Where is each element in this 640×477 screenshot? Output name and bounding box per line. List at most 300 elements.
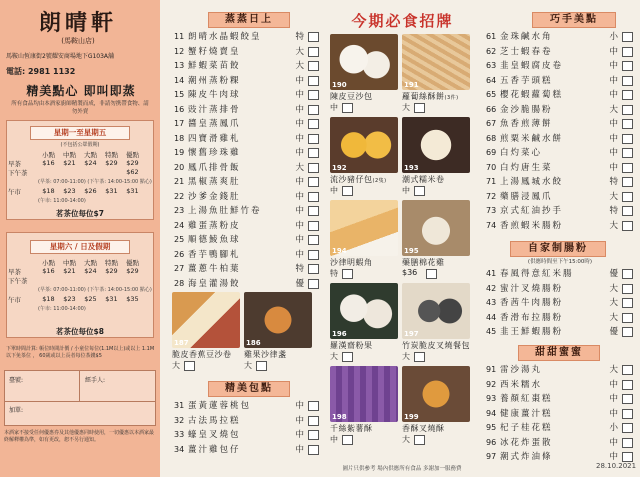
- item-size: 中: [295, 401, 304, 411]
- menu-item: [174, 175, 320, 190]
- item-number: 19: [174, 148, 185, 157]
- menu-item: [174, 103, 320, 118]
- price-cell: [122, 276, 143, 285]
- item-name: 上湯魚肚鮮竹卷: [188, 206, 262, 216]
- order-checkbox[interactable]: [622, 105, 633, 115]
- order-checkbox[interactable]: [308, 148, 319, 158]
- dish-card: [330, 283, 398, 363]
- order-checkbox[interactable]: [622, 163, 633, 173]
- item-number: 28: [174, 278, 185, 288]
- order-checkbox[interactable]: [308, 119, 319, 129]
- item-number: 31: [174, 401, 185, 410]
- price-header-row: [8, 150, 152, 159]
- dish-card: [402, 34, 470, 114]
- order-checkbox[interactable]: [622, 380, 633, 390]
- item-size: 中: [295, 75, 304, 86]
- price-cell: $29: [105, 267, 118, 275]
- price-row-label: 早茶: [8, 268, 21, 276]
- item-number: 15: [174, 90, 185, 99]
- price-cell: $21: [63, 267, 76, 275]
- item-name: 豉汁蒸排骨: [188, 104, 241, 115]
- dessert-header: 甜甜蜜蜜: [518, 345, 600, 361]
- dish-name: 沙律明蝦角: [330, 258, 373, 267]
- item-size: 中: [295, 430, 304, 440]
- item-number: 27: [174, 264, 185, 273]
- order-checkbox[interactable]: [414, 186, 425, 196]
- item-name: 西米糯水: [500, 379, 543, 390]
- price-cell: $18: [42, 295, 55, 303]
- menu-item: [174, 117, 320, 132]
- price-cell: [59, 168, 80, 177]
- price-row-label: 下午茶: [8, 169, 28, 177]
- menu-item: [174, 161, 320, 176]
- item-number: 45: [486, 327, 497, 336]
- item-name: 香芋鴨腳札: [188, 249, 241, 260]
- item-size: 大: [295, 46, 304, 57]
- dish-order-row: [172, 360, 240, 372]
- dish-name: 陳皮豆沙包: [330, 92, 373, 101]
- order-checkbox[interactable]: [622, 452, 633, 462]
- order-checkbox[interactable]: [622, 284, 633, 294]
- order-checkbox[interactable]: [308, 47, 319, 57]
- dish-photo: [244, 292, 312, 348]
- address: 馬鞍山恆康街2號耀安商場地下G103A舖: [6, 53, 115, 60]
- item-name: 煎粟米鹹水餅: [500, 133, 564, 144]
- price-cell: $25: [84, 295, 97, 303]
- price-cell: $31: [105, 295, 118, 303]
- item-name: 蜜汁叉燒腸粉: [500, 283, 564, 294]
- order-checkbox[interactable]: [622, 90, 633, 100]
- price-row: [8, 187, 152, 196]
- item-name: 醬皇蒸鳳爪: [188, 119, 241, 129]
- item-size: 中: [295, 249, 304, 260]
- item-name: 陳皮牛肉球: [188, 90, 241, 100]
- order-checkbox[interactable]: [342, 186, 353, 196]
- price-row: [8, 276, 152, 285]
- item-number: 11: [174, 32, 185, 41]
- dish-number: 193: [404, 164, 419, 172]
- dish-size: 大: [402, 352, 410, 361]
- menu-item: [174, 277, 320, 292]
- price-row: [8, 168, 152, 177]
- order-checkbox[interactable]: [308, 192, 319, 202]
- order-checkbox[interactable]: [256, 361, 267, 371]
- item-number: 97: [486, 452, 497, 461]
- item-name: 京式紅油抄手: [500, 206, 564, 216]
- item-size: 中: [295, 206, 304, 216]
- item-size: 特: [295, 32, 304, 42]
- price-cell: $18: [42, 187, 55, 195]
- item-number: 94: [486, 408, 497, 418]
- order-checkbox[interactable]: [308, 279, 319, 289]
- weekend-price-table: [8, 258, 152, 314]
- item-name: 懷舊珍珠雞: [188, 148, 241, 158]
- dish-size: 中: [330, 186, 338, 195]
- steamed-list: [174, 30, 320, 291]
- menu-item: [486, 219, 634, 234]
- dish-photo: [402, 200, 470, 256]
- price-header-row: [8, 258, 152, 267]
- item-name: 雷沙湯丸: [500, 365, 543, 375]
- item-number: 32: [174, 415, 185, 425]
- slogan: 精美點心 即叫即蒸: [26, 84, 136, 98]
- order-checkbox[interactable]: [622, 327, 633, 337]
- menu-item: [486, 190, 634, 205]
- price-cell: [38, 276, 59, 285]
- order-checkbox[interactable]: [184, 361, 195, 371]
- price-cell: $21: [63, 159, 76, 167]
- dish-name: 千絲紫薯酥: [330, 424, 373, 433]
- price-cell: [101, 276, 122, 285]
- order-checkbox[interactable]: [622, 61, 633, 71]
- dish-order-row: [402, 434, 470, 446]
- order-checkbox[interactable]: [622, 47, 633, 57]
- item-name: 鳳爪排骨飯: [188, 162, 241, 173]
- dish-size: 大: [402, 435, 410, 444]
- item-size: 中: [609, 75, 618, 86]
- menu-item: [174, 219, 320, 234]
- dish-photo: [402, 117, 470, 173]
- dish-photo: [330, 117, 398, 173]
- order-checkbox[interactable]: [622, 221, 633, 231]
- price-header-cell: 特點: [105, 151, 118, 159]
- price-cell: $24: [84, 267, 97, 275]
- item-number: 20: [174, 162, 185, 172]
- price-time-note: (午市: 11:00-14:00): [38, 198, 86, 204]
- item-name: 香煎蝦米腸粉: [500, 220, 564, 231]
- order-checkbox[interactable]: [414, 103, 425, 113]
- item-number: 95: [486, 423, 497, 432]
- item-size: 中: [295, 119, 304, 129]
- item-name: 魚香煎薄餅: [500, 119, 553, 129]
- dish-price: $36: [402, 268, 418, 277]
- item-name: 鮮蝦菜苗餃: [188, 61, 241, 71]
- price-cell: [59, 276, 80, 285]
- steamed-header: 蒸蒸日上: [208, 12, 290, 28]
- order-checkbox[interactable]: [622, 148, 633, 158]
- menu-item: [486, 378, 634, 393]
- order-checkbox[interactable]: [308, 90, 319, 100]
- order-checkbox[interactable]: [308, 134, 319, 144]
- item-name: 白灼唐生菜: [500, 162, 553, 173]
- menu-item: [174, 146, 320, 161]
- dish-order-row: [402, 102, 470, 114]
- item-size: 優: [609, 269, 618, 279]
- dish-card: [330, 34, 398, 114]
- dish-card: [330, 117, 398, 197]
- menu-item: [486, 146, 634, 161]
- order-checkbox[interactable]: [342, 103, 353, 113]
- item-number: 70: [486, 162, 497, 172]
- dish-card: [244, 292, 312, 372]
- order-checkbox[interactable]: [622, 409, 633, 419]
- price-header-cell: 小點: [42, 259, 55, 267]
- price-cell: $29: [126, 159, 139, 167]
- item-name: 春風得意紅米腸: [500, 269, 574, 279]
- menu-item: [486, 392, 634, 407]
- order-checkbox[interactable]: [622, 423, 633, 433]
- price-row: [8, 267, 152, 276]
- item-name: 蠔皇叉燒包: [188, 430, 241, 440]
- waiter-label: 經手人:: [85, 377, 106, 384]
- order-checkbox[interactable]: [308, 61, 319, 71]
- order-checkbox[interactable]: [622, 134, 633, 144]
- price-time-note: (午市: 11:00-14:00): [38, 306, 86, 312]
- item-size: 中: [295, 148, 304, 158]
- weekday-price-table: [8, 150, 152, 206]
- recommend-footer: 圖片只供參考 場內供應所有食品 多謝加一服務費: [342, 466, 462, 472]
- order-checkbox[interactable]: [426, 269, 437, 279]
- order-checkbox[interactable]: [308, 177, 319, 187]
- item-number: 96: [486, 437, 497, 447]
- print-date: 28.10.2021: [596, 462, 637, 470]
- menu-item: [174, 190, 320, 205]
- item-number: 68: [486, 133, 497, 143]
- order-checkbox[interactable]: [622, 269, 633, 279]
- dish-name: 脆皮香蕉豆沙卷: [172, 350, 232, 359]
- dish-number: 196: [332, 330, 347, 338]
- item-number: 34: [174, 444, 185, 454]
- order-checkbox[interactable]: [622, 313, 633, 323]
- item-size: 中: [609, 133, 618, 144]
- menu-item: [486, 30, 634, 45]
- order-checkbox[interactable]: [308, 206, 319, 216]
- item-name: 朗晴水晶蝦餃皇: [188, 32, 262, 42]
- order-checkbox[interactable]: [308, 264, 319, 274]
- price-row-label: 下午茶: [8, 277, 28, 285]
- price-cell: [80, 168, 101, 177]
- item-number: 14: [174, 75, 185, 85]
- dish-photo: [330, 366, 398, 422]
- item-size: 特: [295, 264, 304, 274]
- order-checkbox[interactable]: [308, 250, 319, 260]
- menu-item: [486, 436, 634, 451]
- price-header-cell: 大點: [84, 151, 97, 159]
- order-checkbox[interactable]: [622, 298, 633, 308]
- item-number: 41: [486, 269, 497, 278]
- footnote: 本酒家不接受任何優惠券及其他優惠同時使用，一切優惠以本酒家最終解釋權為準，如有更改，恕不另行通知。: [4, 430, 155, 443]
- item-number: 66: [486, 104, 497, 114]
- item-number: 64: [486, 75, 497, 85]
- order-checkbox[interactable]: [622, 32, 633, 42]
- dish-order-row: [330, 434, 398, 446]
- item-name: 潮州蒸粉粿: [188, 75, 241, 86]
- item-number: 24: [174, 220, 185, 230]
- baked-header: 精美包點: [208, 381, 290, 397]
- menu-item: [174, 45, 320, 60]
- dish-name: 藥膳棉花雞: [402, 258, 445, 267]
- item-name: 金沙脆腸粉: [500, 104, 553, 115]
- dish-name: 羅漢齋粉果: [330, 341, 373, 350]
- item-number: 71: [486, 177, 497, 186]
- item-number: 61: [486, 32, 497, 41]
- menu-item: [486, 363, 634, 378]
- item-size: 中: [609, 379, 618, 390]
- dish-card: [402, 200, 470, 280]
- dish-number: 190: [332, 81, 347, 89]
- item-size: 中: [295, 191, 304, 202]
- order-checkbox[interactable]: [622, 206, 633, 216]
- order-checkbox[interactable]: [622, 119, 633, 129]
- item-name: 黑椒蒸爽肚: [188, 177, 241, 187]
- recommend-header: 今期必食招牌: [351, 12, 454, 30]
- dish-number: 194: [332, 247, 347, 255]
- item-name: 蛋黃蓮蓉桃包: [188, 401, 252, 411]
- menu-item: [174, 88, 320, 103]
- item-size: 中: [609, 61, 618, 71]
- item-size: 中: [609, 119, 618, 129]
- item-name: 古法馬拉糕: [188, 415, 241, 426]
- phone: 電話: 2981 1132: [6, 67, 76, 76]
- menu-item: [174, 204, 320, 219]
- item-name: 上湯鳳城水餃: [500, 177, 564, 187]
- dish-number: 187: [174, 339, 189, 347]
- form-divider: [5, 401, 155, 402]
- item-name: 蟹籽燒賣皇: [188, 46, 241, 57]
- item-number: 69: [486, 148, 497, 157]
- dish-number: 195: [404, 247, 419, 255]
- order-checkbox[interactable]: [622, 177, 633, 187]
- item-name: 養顏紅棗糕: [500, 394, 553, 404]
- dish-photo: [330, 200, 398, 256]
- item-size: 大: [609, 104, 618, 115]
- price-cell: $23: [63, 187, 76, 195]
- skill-header: 巧手美點: [532, 12, 616, 28]
- item-number: 67: [486, 119, 497, 128]
- dish-name: 潮式糯米卷: [402, 175, 445, 184]
- menu-item: [174, 414, 320, 429]
- dish-order-row: [330, 185, 398, 197]
- dish-card: [330, 200, 398, 280]
- item-number: 93: [486, 394, 497, 403]
- dish-order-row: [402, 185, 470, 197]
- order-checkbox[interactable]: [308, 105, 319, 115]
- item-size: 中: [295, 177, 304, 187]
- item-name: 芝士蝦春卷: [500, 46, 553, 57]
- order-checkbox[interactable]: [308, 76, 319, 86]
- menu-item: [486, 421, 634, 436]
- item-size: 優: [295, 278, 304, 289]
- order-checkbox[interactable]: [622, 394, 633, 404]
- price-cell: $23: [63, 295, 76, 303]
- price-header-cell: 大點: [84, 259, 97, 267]
- menu-item: [174, 443, 320, 458]
- price-row: [8, 295, 152, 304]
- item-number: 16: [174, 104, 185, 114]
- dish-order-row: [330, 268, 398, 280]
- dish-card: [330, 366, 398, 446]
- dish-name: 香酥叉燒酥: [402, 424, 445, 433]
- menu-item: [486, 296, 634, 311]
- item-size: 大: [609, 283, 618, 294]
- price-header-cell: [8, 258, 38, 267]
- order-checkbox[interactable]: [342, 269, 353, 279]
- item-name: 四寶滑雞札: [188, 133, 241, 144]
- item-size: 中: [609, 148, 618, 158]
- price-cell: $16: [42, 159, 55, 167]
- price-header-cell: 特點: [105, 259, 118, 267]
- item-number: 13: [174, 61, 185, 70]
- order-checkbox[interactable]: [308, 401, 319, 411]
- menu-item: [486, 117, 634, 132]
- dish-order-row: [402, 268, 470, 280]
- dish-number: 197: [404, 330, 419, 338]
- order-checkbox[interactable]: [308, 32, 319, 42]
- dish-size: 大: [172, 361, 180, 370]
- menu-item: [174, 74, 320, 89]
- item-number: 26: [174, 249, 185, 259]
- weekday-subtitle: (不包括公眾假期): [60, 142, 100, 148]
- order-checkbox[interactable]: [308, 416, 319, 426]
- order-checkbox[interactable]: [308, 221, 319, 231]
- order-checkbox[interactable]: [308, 163, 319, 173]
- price-header-cell: 小點: [42, 151, 55, 159]
- item-number: 21: [174, 177, 185, 186]
- dish-number: 186: [246, 339, 261, 347]
- dish-name: 蘿蔔絲酥餅(3件): [402, 92, 459, 101]
- item-number: 33: [174, 430, 185, 439]
- item-size: 中: [295, 104, 304, 115]
- item-name: 白灼菜心: [500, 148, 543, 158]
- order-checkbox[interactable]: [342, 435, 353, 445]
- order-checkbox[interactable]: [622, 438, 633, 448]
- price-cell: [38, 168, 59, 177]
- order-checkbox[interactable]: [342, 352, 353, 362]
- item-size: 大: [609, 365, 618, 375]
- item-size: 中: [609, 46, 618, 57]
- item-size: 中: [609, 408, 618, 419]
- order-checkbox[interactable]: [308, 430, 319, 440]
- item-name: 金珠鹹水角: [500, 32, 553, 42]
- weekday-tea-fee: 茗茶位每位$7: [56, 209, 104, 218]
- item-size: 大: [295, 162, 304, 173]
- dish-size: 中: [330, 435, 338, 444]
- menu-item: [486, 103, 634, 118]
- order-checkbox[interactable]: [622, 365, 633, 375]
- order-checkbox[interactable]: [622, 76, 633, 86]
- order-checkbox[interactable]: [622, 192, 633, 202]
- order-checkbox[interactable]: [308, 445, 319, 455]
- dish-card: [402, 283, 470, 363]
- baked-list: [174, 399, 320, 457]
- item-size: 中: [609, 162, 618, 173]
- order-checkbox[interactable]: [414, 435, 425, 445]
- dish-card: [172, 292, 240, 372]
- dish-number: 191: [404, 81, 419, 89]
- ricenoodle-time-note: (供應時間至下午15:00時): [527, 259, 593, 265]
- item-number: 62: [486, 46, 497, 56]
- item-size: 大: [609, 298, 618, 308]
- order-checkbox[interactable]: [414, 352, 425, 362]
- dish-number: 198: [332, 413, 347, 421]
- item-name: 冰花炸蛋散: [500, 437, 553, 448]
- menu-item: [486, 325, 634, 340]
- item-size: 特: [609, 206, 618, 216]
- order-checkbox[interactable]: [308, 235, 319, 245]
- item-name: 潮式炸油條: [500, 452, 553, 462]
- item-size: 中: [609, 394, 618, 404]
- item-size: 大: [609, 220, 618, 231]
- dish-card: [402, 366, 470, 446]
- item-size: 中: [295, 235, 304, 245]
- dish-size: 中: [402, 186, 410, 195]
- price-cell: $31: [126, 187, 139, 195]
- dish-card: [402, 117, 470, 197]
- dish-order-row: [244, 360, 312, 372]
- item-name: 海皇灌湯餃: [188, 278, 241, 289]
- item-number: 17: [174, 119, 185, 128]
- item-size: 中: [295, 133, 304, 144]
